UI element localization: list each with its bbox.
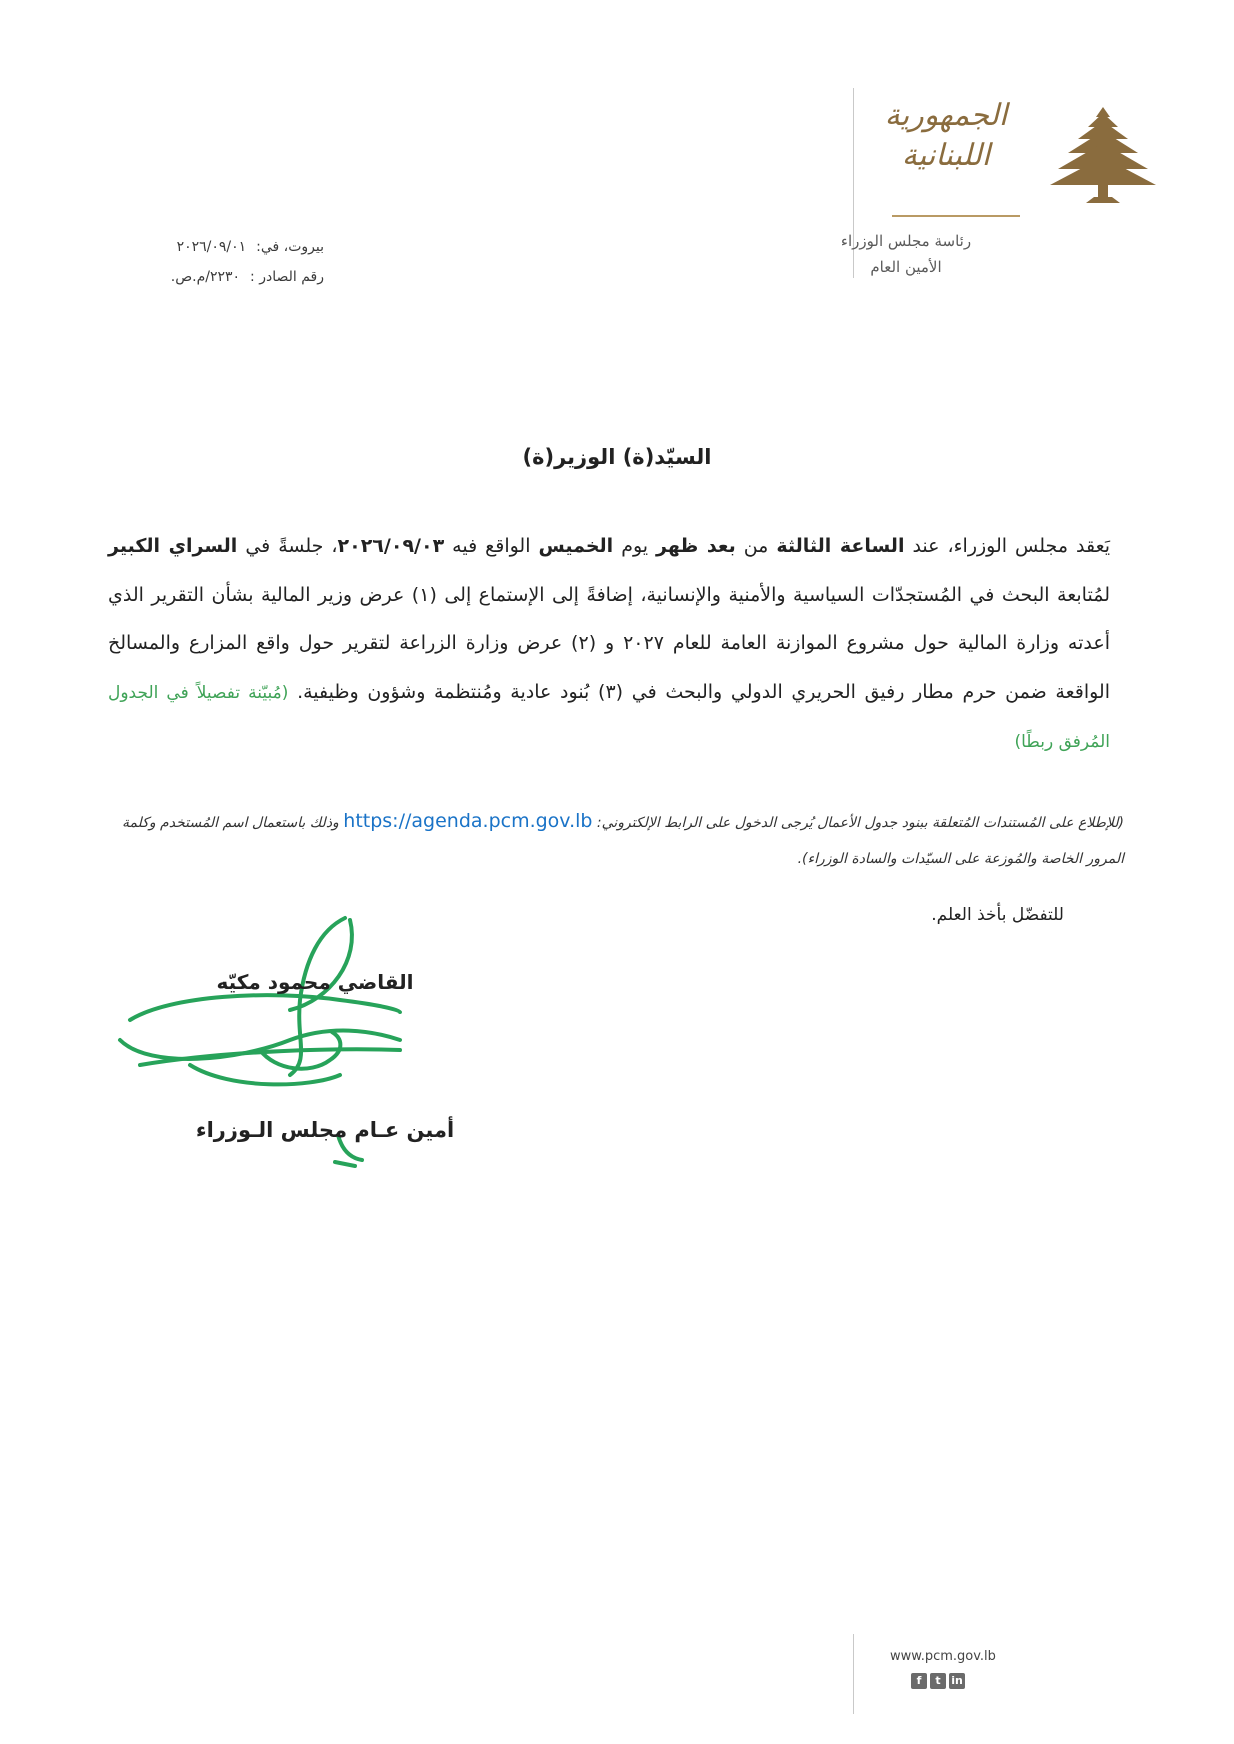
access-text-after: وذلك باستعمال اسم المُستخدم وكلمة المرور الخاصة والمُوزعة على السيّدات والسادة الوزراء).: [121, 815, 1124, 867]
body-text-3: يوم: [613, 535, 657, 557]
twitter-icon[interactable]: t: [930, 1673, 946, 1689]
date-value: ٢٠٢٦/٠٩/٠١: [176, 239, 247, 255]
document-meta: [124, 232, 324, 292]
date-label: بيروت، في:: [256, 239, 324, 255]
signatory-title: أمين عـام مجلس الـوزراء: [195, 1118, 455, 1142]
body-text-1: يَعقد مجلس الوزراء، عند: [904, 535, 1111, 557]
handwritten-signature: [110, 900, 470, 1190]
access-text-before: (للإطلاع على المُستندات المُتعلقة ببنود جدول الأعمال يُرجى الدخول على الرابط الإلكتروني:: [596, 815, 1124, 831]
access-note: [108, 803, 1124, 877]
linkedin-icon[interactable]: in: [949, 1673, 965, 1689]
reference-label: رقم الصادر :: [250, 269, 324, 285]
republic-name: [856, 96, 1036, 176]
agenda-link[interactable]: https://agenda.pcm.gov.lb: [343, 810, 593, 832]
date-row: [124, 232, 324, 262]
body-time: الساعة الثالثة: [776, 535, 905, 557]
footer-divider: [853, 1634, 854, 1714]
body-venue: السراي الكبير: [108, 535, 238, 557]
republic-name-line2: اللبنانية: [901, 138, 991, 173]
office-line2: الأمين العام: [870, 258, 942, 276]
closing-line: للتفضّل بأخذ العلم.: [931, 905, 1064, 925]
gold-rule: [892, 215, 1020, 217]
main-paragraph: [108, 522, 1110, 767]
attachment-note: (مُبيّنة تفصيلاً في الجدول المُرفق ربطًا): [108, 682, 1110, 752]
facebook-icon[interactable]: f: [911, 1673, 927, 1689]
body-text-2: من: [735, 535, 777, 557]
social-links: [911, 1673, 965, 1689]
signatory-name: القاضي محمود مكيّه: [216, 970, 414, 994]
office-title: [806, 228, 1006, 280]
body-day: الخميس: [538, 535, 614, 557]
body-text-4: الواقع فيه: [444, 535, 539, 557]
addressee: السيّد(ة) الوزير(ة): [522, 445, 712, 469]
office-line1: رئاسة مجلس الوزراء: [840, 232, 972, 250]
cedar-emblem-icon: [1048, 103, 1158, 213]
body-afternoon: بعد ظهر: [656, 535, 736, 557]
body-date: ٢٠٢٦/٠٩/٠٣: [337, 535, 445, 557]
reference-value: ٢٢٣٠/م.ص.: [170, 269, 241, 285]
body-text-5: ، جلسةً في: [237, 535, 338, 557]
republic-name-line1: الجمهورية: [884, 98, 1008, 133]
reference-row: [124, 262, 324, 292]
footer-website-link[interactable]: www.pcm.gov.lb: [890, 1649, 996, 1664]
body-text-6: لمُتابعة البحث في المُستجدّات السياسية والأمنية والإنسانية، إضافةً إلى الإستماع إلى (١) عرض وزير المالية بشأن التقرير الذي أعدته وزارة المالية حول مشروع الموازنة العامة للعام ٢٠٢٧ و (٢) عرض وزارة الزراعة لتقرير حول واقع المزارع والمسالخ الواقعة ضمن حرم مطار رفيق الحريري الدولي والبحث في (٣) بُنود عادية ومُنتظمة وشؤون وظيفية.: [108, 583, 1111, 703]
